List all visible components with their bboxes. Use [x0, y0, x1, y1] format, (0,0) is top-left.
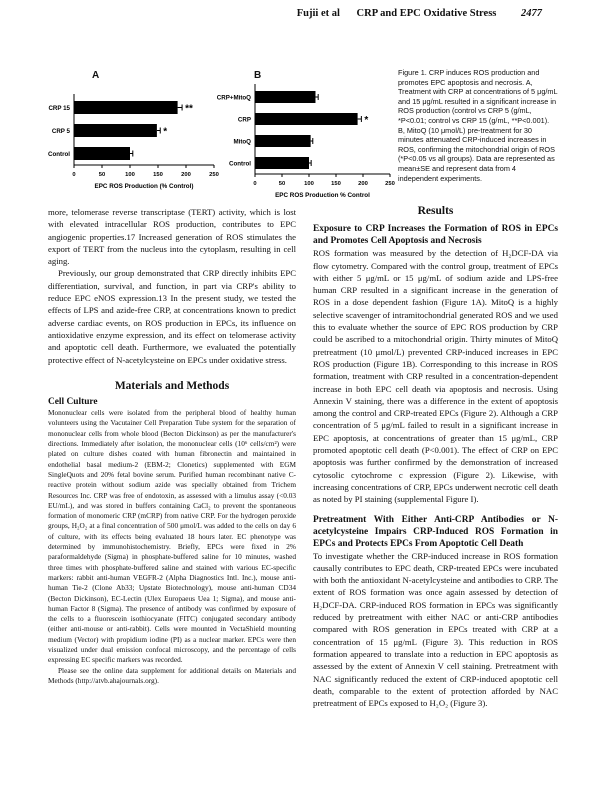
x-tick-label: 0 [253, 181, 257, 187]
pretreatment-subheading: Pretreatment With Either Anti-CRP Antibodies or N-acetylcysteine Impairs CRP-Induced ROS Formation in EPCs and Protects EPCs From Apoptotic Cell Death [313, 514, 558, 549]
x-tick-label: 200 [358, 181, 368, 187]
x-tick-label: 50 [98, 172, 106, 178]
bar [255, 113, 358, 125]
x-tick-label: 100 [304, 181, 314, 187]
header-page-number: 2477 [521, 8, 542, 19]
bar [255, 91, 315, 103]
category-label: CRP 15 [48, 105, 70, 112]
bar [255, 157, 309, 169]
figure-1-caption: Figure 1. CRP induces ROS production and promotes EPC apoptosis and necrosis. A, Treatment with CRP at concentrations of 5 μg/mL and 15 μg/mL resulted in a significant increase in ROS production (control vs CRP 5 (g/mL, *P<0.01; control vs CRP 15 (g/mL, **P<0.001). B, MitoQ (10 μmol/L) pre-treatment for 30 minutes attenuated CRP-induced increases in ROS, confirming the mitochondrial origin of ROS (*P<0.05 vs all groups). Data are represented as mean±SE and represent data from 4 independent experiments. [398, 68, 558, 183]
x-axis-title: EPC ROS Production % Control [275, 192, 370, 198]
bar [74, 147, 130, 160]
x-tick-label: 150 [153, 172, 163, 178]
significance-marker: ** [185, 103, 193, 115]
bar [74, 124, 157, 137]
x-tick-label: 0 [72, 172, 76, 178]
x-tick-label: 150 [331, 181, 341, 187]
x-tick-label: 250 [385, 181, 395, 187]
exposure-subheading: Exposure to CRP Increases the Formation of ROS in EPCs and Promotes Cell Apoptosis and Necrosis [313, 224, 558, 247]
intro-paragraph-2: Previously, our group demonstrated that CRP directly inhibits EPC differentiation, survival, and function, in part via CRP's ability to reduce EPC eNOS expression.13 In the present study, we tested the effects of LPS and azide-free CRP, at concentrations known to predict adverse cardiac events, on ROS production in EPCs, its influence on antioxidative enzyme expression, and its effect on telomerase activity and apoptotic cell death. Furthermore, we evaluated the potentially protective effect of N-acetylcysteine on EPCs under oxidative stress. [48, 268, 296, 365]
exposure-paragraph: ROS formation was measured by the detection of H₂DCF-DA via flow cytometry. Compared with the control group, treatment of EPCs with either 5 μg/mL or 15 μg/mL of sodium azide and LPS-free human CRP resulted in a significant increase in the generation of ROS in a dose dependent fashion (Figure 1A). MitoQ is a highly selective scavenger of intramitochondrial generated ROS and we used this to evaluate whether the source of EPC ROS production by CRP could be ascribed to a mitochondrial origin. Thirty minutes of MitoQ pretreatment (10 μmol/L) prevented CRP-induced increases in EPC ROS production (Figure 1B). Corresponding to this increase in ROS formation, treatment with CRP resulted in a concentration-dependent increase in both EPC cell death via apoptosis and necrosis. Using Annexin V staining, there was a difference in the extent of apoptosis among the control and CRP-treated EPCs (Figure 2). Although a CRP concentration of 5 μg/mL failed to result in a significant increase in EPC apoptosis, at concentrations of greater than 15 μg/mL, CRP promoted apoptotic cell death (P<0.001). The effect of CRP on EPC apoptosis was further confirmed by the demonstration of increased cytosolic cytochrome c expression (Figure 2). Likewise, with increasing concentrations of CRP, EPCs underwent necrotic cell death as noted by PI staining (supplemental Figure I). [313, 248, 558, 505]
category-label: MitoQ [233, 138, 251, 146]
x-tick-label: 100 [125, 172, 135, 178]
significance-marker: * [364, 115, 369, 126]
cell-culture-heading: Cell Culture [48, 397, 98, 408]
cell-culture-text: Mononuclear cells were isolated from the peripheral blood of healthy human volunteers using the Vacutainer Cell Preparation Tube system for the separation of mononuclear cells from whole blood (Becton Dickinson) as per the manufacturer's directions. Immediately after isolation, the mononuclear cells (10⁶ cells/cm²) were plated on culture dishes coated with human fibronectin and maintained in endothelial basal medium-2 (EBM-2; Clonetics) supplemented with EGM SingleQuots and 20% fetal bovine serum. Purified human recombinant native C-reactive protein without sodium azide was specially obtained from Trichem Resources Inc. CRP was free of endotoxin, as assessed with a limulus assay (<0.03 EU/mL), and was stored in buffers containing CaCl₂ to prevent the spontaneous formation of monomeric CRP (mCRP) from native CRP. For the hydrogen peroxide groups, H₂O₂ at a final concentration of 500 μmol/L was added to the cells on day 6 of culture, with its effects being evaluated 18 hours later. EC phenotype was determined by immunohistochemistry. Briefly, EPCs were fixed in 2% paraformaldehyde (Sigma) in phosphate-buffered saline for 10 minutes, washed three times with phosphate-buffered saline and stained with various EC-specific markers: rabbit anti-human VEGFR-2 (Alpha Diagnostics Intl. Inc.), mouse anti-human Tie-2 (Clone Ab33; Upstate Biotechnology), mouse anti-human CD34 (Becton Dickinson), EC-Lectin (Ulex Europaeus Uea 1; Sigma), and mouse anti-human Factor 8 (Sigma). The presence of antibody was confirmed by exposure of the cells to a fluorescein isothiocyanate (FITC) conjugated secondary antibody (either anti-mouse or anti-rabbit). Cells were mounted in VectaShield mounting medium (Vector) with propidium iodine (PI) as a nuclear marker. EPCs were then visualized under dual emission confocal microscopy, and the percentage of cells expressing EC specific markers was recorded. [48, 408, 296, 665]
panel-a-label: A [92, 70, 100, 81]
x-tick-label: 200 [181, 172, 191, 178]
significance-marker: * [163, 126, 168, 138]
panel-b-label: B [254, 70, 262, 81]
results-heading: Results [417, 205, 454, 217]
header-author: Fujii et al [296, 8, 340, 19]
category-label: CRP 5 [51, 128, 70, 135]
pretreatment-paragraph: To investigate whether the CRP-induced increase in ROS formation causally contributes to EPC death, CRP-treated EPCs were incubated with both the antioxidant N-acetylcysteine and antibodies to CRP. The extent of ROS formation was once again assessed by detection of H₂DCF-DA. CRP-induced ROS formation in EPCs was significantly reduced by pretreatment with either NAC or anti-CRP antibodies compared with ROS generation in EPCs treated with CRP at a concentration of 15 μg/mL (Figure 3). This reduction in ROS formation appeared to translate into a reduction in EPC apoptosis as assessed by the extent of Annexin V cell staining. Pretreatment with NAC significantly reduced the extent of CRP-induced apoptotic cell death, comparable to the extent of protection afforded by NAC pretreatment of EPCs exposed to H₂O₂ (Figure 3). [313, 550, 558, 709]
running-header [283, 8, 542, 19]
intro-paragraph-1: more, telomerase reverse transcriptase (TERT) activity, which is lost with elevated intracellular ROS production, contributes to EPC angiogenic properties.17 Increased generation of ROS stimulates the export of TERT from the nucleus into the cytoplasm, resulting in cell aging. [48, 207, 296, 267]
category-label: Control [229, 160, 251, 168]
category-label: Control [48, 151, 70, 158]
header-title: CRP and EPC Oxidative Stress [356, 8, 497, 19]
right-column [313, 205, 558, 709]
figure-1a-bar-chart [40, 84, 220, 194]
category-label: CRP+MitoQ [216, 94, 251, 102]
category-label: CRP [237, 116, 251, 124]
left-column [48, 206, 296, 686]
figure-1b-bar-chart [215, 80, 395, 198]
supplement-note: Please see the online data supplement for additional details on Materials and Methods (http://atvb.ahajournals.org). [48, 665, 296, 685]
x-tick-label: 250 [209, 172, 219, 178]
x-axis-title: EPC ROS Production (% Control) [94, 183, 194, 190]
x-tick-label: 50 [278, 181, 286, 187]
methods-heading: Materials and Methods [114, 379, 230, 392]
bar [255, 135, 311, 147]
bar [74, 101, 178, 114]
